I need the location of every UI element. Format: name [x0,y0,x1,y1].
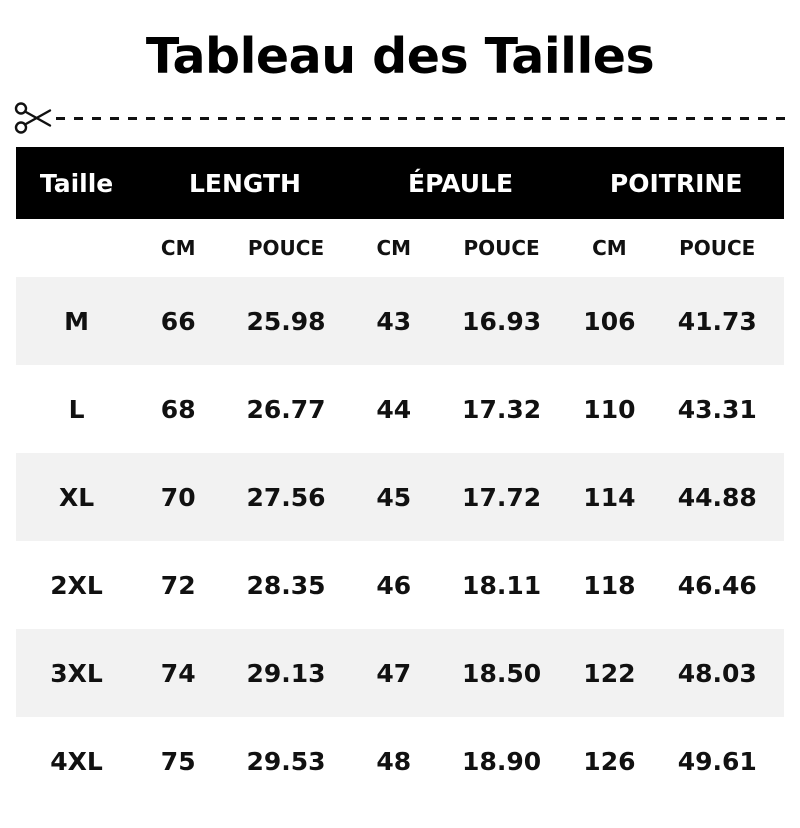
header-shoulder: ÉPAULE [408,168,514,198]
cell-shoulder-cm: 46 [376,570,412,600]
header-chest-inch: POUCE [679,236,756,260]
cell-chest-inch: 41.73 [677,306,757,336]
header-chest-cm: CM [592,236,627,260]
cell-length-inch: 25.98 [246,306,326,336]
cell-size: 4XL [50,746,103,776]
table-row [16,629,784,717]
cell-size: L [68,394,85,424]
table-row [16,541,784,629]
cell-shoulder-inch: 17.32 [462,394,542,424]
cell-chest-inch: 48.03 [677,658,757,688]
cell-length-cm: 68 [160,394,196,424]
header-length: LENGTH [188,168,301,198]
cell-size: M [64,306,90,336]
header-size: Taille [39,168,114,198]
table-header-units [16,219,784,277]
scissors-icon [14,101,54,135]
table-body [16,277,784,805]
cell-length-cm: 70 [160,482,196,512]
size-chart-page [0,28,800,828]
cell-shoulder-inch: 18.90 [462,746,542,776]
cell-shoulder-inch: 18.50 [462,658,542,688]
cell-chest-inch: 49.61 [677,746,757,776]
cell-length-inch: 29.13 [246,658,326,688]
dashed-separator [56,117,786,120]
header-length-inch: POUCE [247,236,325,260]
cell-chest-inch: 44.88 [677,482,757,512]
cell-shoulder-cm: 44 [376,394,412,424]
size-table-container [16,147,784,805]
size-table [16,147,784,805]
cell-length-inch: 29.53 [246,746,326,776]
header-shoulder-inch: POUCE [463,236,540,260]
cell-length-cm: 66 [160,306,196,336]
header-chest: POITRINE [609,168,743,198]
cell-size: 3XL [50,658,103,688]
table-row [16,277,784,365]
cell-chest-cm: 126 [583,746,636,776]
cell-shoulder-inch: 16.93 [462,306,542,336]
table-row [16,453,784,541]
cell-chest-inch: 46.46 [677,570,757,600]
cell-length-inch: 27.56 [246,482,326,512]
cell-length-cm: 72 [160,570,196,600]
cell-chest-cm: 122 [583,658,636,688]
cell-chest-cm: 106 [583,306,636,336]
header-length-cm: CM [160,236,196,260]
cell-shoulder-inch: 18.11 [462,570,542,600]
header-shoulder-cm: CM [376,236,412,260]
header-unit-blank [16,219,137,277]
page-title: Tableau des Tailles [145,28,655,85]
table-row [16,365,784,453]
cell-chest-cm: 118 [583,570,636,600]
cell-size: XL [58,482,95,512]
cell-chest-cm: 114 [583,482,636,512]
cell-shoulder-cm: 45 [376,482,412,512]
cell-chest-cm: 110 [583,394,636,424]
cell-chest-inch: 43.31 [677,394,757,424]
cell-length-cm: 75 [160,746,196,776]
cell-shoulder-cm: 47 [376,658,412,688]
cell-length-inch: 28.35 [246,570,326,600]
cut-line [14,101,800,135]
table-header-groups [16,147,784,219]
table-row [16,717,784,805]
cell-length-cm: 74 [160,658,196,688]
cell-shoulder-cm: 43 [376,306,412,336]
cell-length-inch: 26.77 [246,394,326,424]
cell-size: 2XL [50,570,103,600]
cell-shoulder-inch: 17.72 [462,482,542,512]
cell-shoulder-cm: 48 [376,746,412,776]
